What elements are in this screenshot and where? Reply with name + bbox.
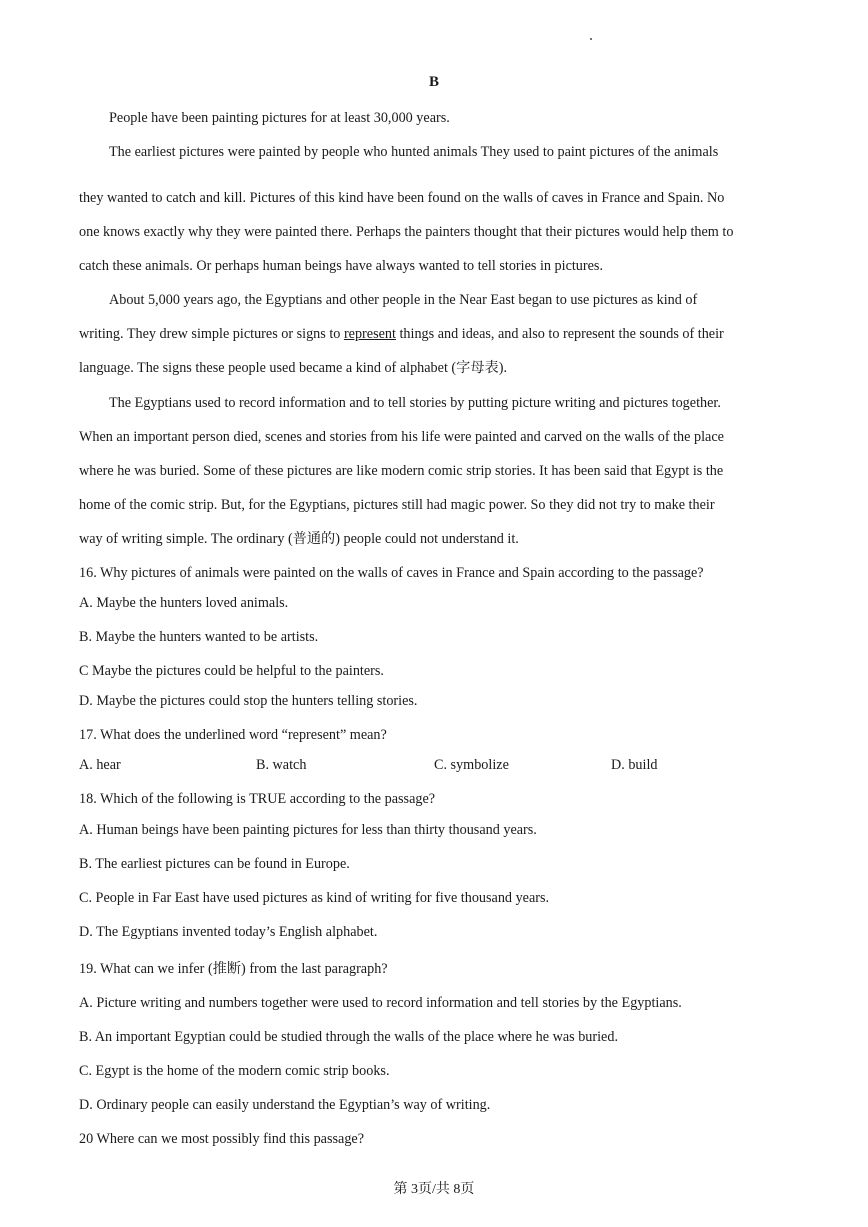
section-heading: B xyxy=(428,74,439,90)
passage-line: way of writing simple. The ordinary (普通的) people could not understand it. xyxy=(79,531,519,547)
answer-option: C. symbolize xyxy=(434,757,509,773)
passage-line: The Egyptians used to record information and to tell stories by putting picture writing and pictures together. xyxy=(109,395,721,411)
answer-option: C. People in Far East have used pictures as kind of writing for five thousand years. xyxy=(79,890,550,906)
speck-mark xyxy=(590,38,592,40)
question-stem: 18. Which of the following is TRUE according to the passage? xyxy=(79,791,436,807)
answer-option: A. Maybe the hunters loved animals. xyxy=(79,595,289,611)
answer-option: C. Egypt is the home of the modern comic strip books. xyxy=(79,1063,390,1079)
passage-line: When an important person died, scenes and stories from his life were painted and carved on the walls of the place xyxy=(79,429,724,445)
passage-line xyxy=(79,324,789,344)
answer-option: D. Ordinary people can easily understand the Egyptian’s way of writing. xyxy=(79,1097,491,1113)
passage-line: where he was buried. Some of these pictures are like modern comic strip stories. It has been said that Egypt is the xyxy=(79,463,724,479)
answer-option: C Maybe the pictures could be helpful to the painters. xyxy=(79,663,384,679)
answer-option: D. The Egyptians invented today’s English alphabet. xyxy=(79,924,378,940)
answer-option: A. Human beings have been painting pictures for less than thirty thousand years. xyxy=(79,822,537,838)
answer-option: B. The earliest pictures can be found in Europe. xyxy=(79,856,350,872)
passage-line: About 5,000 years ago, the Egyptians and other people in the Near East began to use pictures as kind of xyxy=(109,292,698,308)
passage-line: catch these animals. Or perhaps human beings have always wanted to tell stories in pictures. xyxy=(79,258,603,274)
page-number: 第 3页/共 8页 xyxy=(393,1182,475,1197)
passage-line: People have been painting pictures for at least 30,000 years. xyxy=(109,110,450,126)
answer-option: A. hear xyxy=(79,757,121,773)
passage-line: The earliest pictures were painted by people who hunted animals They used to paint pictures of the animals xyxy=(109,144,719,160)
underlined-word: represent xyxy=(343,326,396,342)
answer-option: A. Picture writing and numbers together were used to record information and tell stories by the Egyptians. xyxy=(79,995,682,1011)
question-stem: 16. Why pictures of animals were painted on the walls of caves in France and Spain according to the passage? xyxy=(79,565,704,581)
question-stem: 20 Where can we most possibly find this passage? xyxy=(79,1131,365,1147)
text-span: writing. They drew simple pictures or signs to xyxy=(79,326,344,342)
passage-line: language. The signs these people used became a kind of alphabet (字母表). xyxy=(79,360,507,376)
answer-option: D. build xyxy=(611,757,658,773)
answer-option: B. Maybe the hunters wanted to be artists. xyxy=(79,629,319,645)
question-stem: 19. What can we infer (推断) from the last paragraph? xyxy=(79,961,388,977)
passage-line: they wanted to catch and kill. Pictures of this kind have been found on the walls of caves in France and Spain. No xyxy=(79,190,725,206)
answer-option: B. watch xyxy=(256,757,307,773)
question-stem: 17. What does the underlined word “represent” mean? xyxy=(79,727,387,743)
text-span: things and ideas, and also to represent the sounds of their xyxy=(395,326,724,342)
answer-option: B. An important Egyptian could be studied through the walls of the place where he was buried. xyxy=(79,1029,618,1045)
answer-option: D. Maybe the pictures could stop the hunters telling stories. xyxy=(79,693,418,709)
passage-line: one knows exactly why they were painted there. Perhaps the painters thought that their pictures would help them to xyxy=(79,224,734,240)
passage-line: home of the comic strip. But, for the Egyptians, pictures still had magic power. So they did not try to make their xyxy=(79,497,715,513)
